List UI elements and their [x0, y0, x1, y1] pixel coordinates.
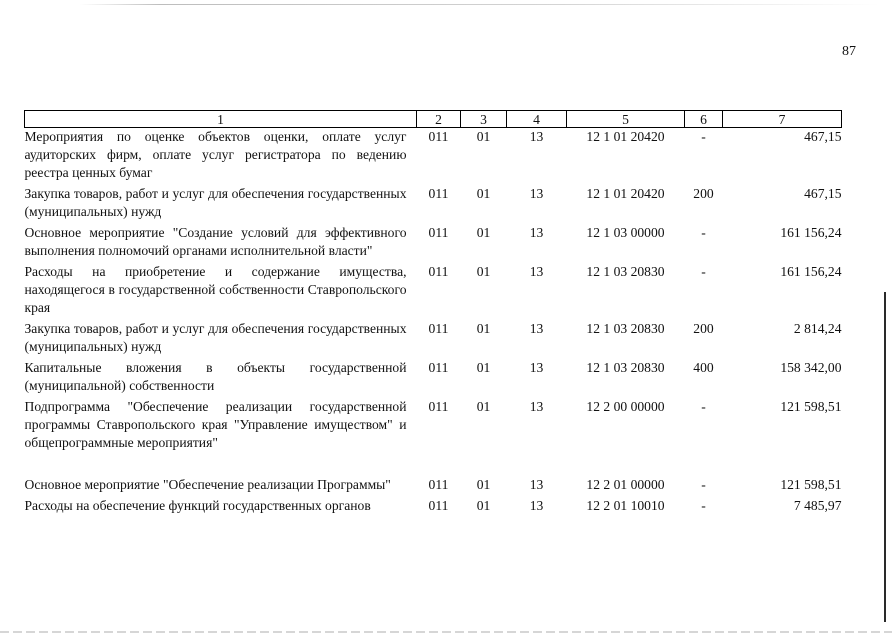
subsection-code: 13 — [529, 399, 544, 414]
target-article-code: 12 1 03 20830 — [586, 264, 665, 279]
ministry-code: 011 — [428, 360, 449, 375]
subsection-code: 13 — [529, 360, 544, 375]
amount: 121 598,51 — [780, 399, 842, 414]
expense-type-code: 200 — [693, 321, 714, 336]
expense-type-code: - — [701, 498, 706, 513]
target-article-code: 12 1 03 20830 — [586, 321, 665, 336]
ministry-code: 011 — [428, 399, 449, 414]
subsection-code: 13 — [529, 321, 544, 336]
amount: 7 485,97 — [793, 498, 842, 513]
table-row — [25, 185, 842, 224]
column-header: 6 — [685, 111, 723, 128]
expense-type-code: 400 — [693, 360, 714, 375]
target-article-code: 12 1 03 20830 — [586, 360, 665, 375]
table-row — [25, 224, 842, 263]
expense-name: Закупка товаров, работ и услуг для обеспечения государственных (муниципальных) нужд — [24, 321, 407, 354]
amount: 121 598,51 — [780, 477, 842, 492]
target-article-code: 12 1 03 00000 — [586, 225, 665, 240]
section-code: 01 — [476, 399, 491, 414]
table-row — [25, 476, 842, 497]
amount: 467,15 — [804, 186, 842, 201]
expense-type-code: - — [701, 225, 706, 240]
expense-name: Мероприятия по оценке объектов оценки, оплате услуг аудиторских фирм, оплате услуг регистратора по ведению реестра ценных бумаг — [24, 129, 407, 180]
table-row — [25, 398, 842, 476]
amount: 158 342,00 — [780, 360, 842, 375]
target-article-code: 12 2 00 00000 — [586, 399, 665, 414]
table-header-row — [25, 111, 842, 128]
section-code: 01 — [476, 360, 491, 375]
section-code: 01 — [476, 186, 491, 201]
column-header: 4 — [507, 111, 567, 128]
amount: 2 814,24 — [793, 321, 842, 336]
scan-edge-bottom — [0, 631, 892, 633]
subsection-code: 13 — [529, 129, 544, 144]
section-code: 01 — [476, 321, 491, 336]
expense-name: Закупка товаров, работ и услуг для обеспечения государственных (муниципальных) нужд — [24, 186, 407, 219]
expense-name: Основное мероприятие "Создание условий для эффективного выполнения полномочий органами исполнительной власти" — [24, 225, 407, 258]
ministry-code: 011 — [428, 129, 449, 144]
expense-type-code: 200 — [693, 186, 714, 201]
column-header: 5 — [567, 111, 685, 128]
column-header: 7 — [723, 111, 842, 128]
expense-name: Капитальные вложения в объекты государственной (муниципальной) собственности — [24, 360, 407, 393]
subsection-code: 13 — [529, 498, 544, 513]
target-article-code: 12 2 01 10010 — [586, 498, 665, 513]
expense-type-code: - — [701, 399, 706, 414]
page-number: 87 — [842, 44, 856, 59]
ministry-code: 011 — [428, 477, 449, 492]
expense-name: Основное мероприятие "Обеспечение реализации Программы" — [24, 477, 391, 492]
subsection-code: 13 — [529, 225, 544, 240]
expense-name: Расходы на приобретение и содержание имущества, находящегося в государственной собственности Ставропольского края — [24, 264, 407, 315]
expense-name: Расходы на обеспечение функций государственных органов — [24, 498, 371, 513]
table-row — [25, 359, 842, 398]
target-article-code: 12 2 01 00000 — [586, 477, 665, 492]
table-row — [25, 497, 842, 518]
amount: 161 156,24 — [780, 225, 842, 240]
table-row — [25, 128, 842, 186]
column-header: 1 — [25, 111, 417, 128]
column-header: 2 — [417, 111, 461, 128]
amount: 161 156,24 — [780, 264, 842, 279]
ministry-code: 011 — [428, 321, 449, 336]
ministry-code: 011 — [428, 498, 449, 513]
target-article-code: 12 1 01 20420 — [586, 129, 665, 144]
amount: 467,15 — [804, 129, 842, 144]
section-code: 01 — [476, 264, 491, 279]
section-code: 01 — [476, 129, 491, 144]
ministry-code: 011 — [428, 264, 449, 279]
section-code: 01 — [476, 477, 491, 492]
column-header: 3 — [461, 111, 507, 128]
expense-type-code: - — [701, 129, 706, 144]
section-code: 01 — [476, 225, 491, 240]
expense-type-code: - — [701, 477, 706, 492]
budget-table — [24, 110, 842, 518]
scan-edge-top — [80, 4, 880, 5]
target-article-code: 12 1 01 20420 — [586, 186, 665, 201]
ministry-code: 011 — [428, 225, 449, 240]
subsection-code: 13 — [529, 186, 544, 201]
subsection-code: 13 — [529, 264, 544, 279]
scan-edge-right — [884, 292, 886, 622]
subsection-code: 13 — [529, 477, 544, 492]
ministry-code: 011 — [428, 186, 449, 201]
expense-name: Подпрограмма "Обеспечение реализации государственной программы Ставропольского края "Управление имуществом" и общепрограммные мероприятия" — [24, 399, 407, 450]
expense-type-code: - — [701, 264, 706, 279]
table-row — [25, 320, 842, 359]
table-row — [25, 263, 842, 320]
section-code: 01 — [476, 498, 491, 513]
